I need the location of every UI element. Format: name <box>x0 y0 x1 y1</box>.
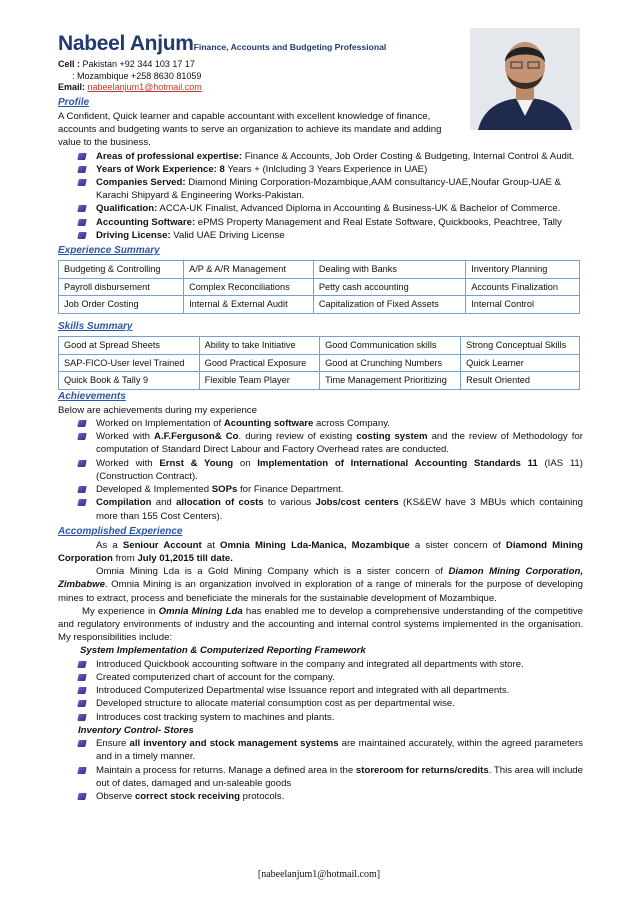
table-cell: Good Practical Exposure <box>199 354 319 372</box>
table-cell: Inventory Planning <box>466 260 580 278</box>
table-cell: Internal Control <box>466 296 580 314</box>
paragraph: My experience in Omnia Mining Lda has enabled me to develop a comprehensive understanding of the competitive and regulatory environments of industry and the accounting and internal control systems implemented in the organisation. My responsibilities include: <box>58 605 583 644</box>
table-row <box>59 336 580 354</box>
profile-list <box>58 150 583 243</box>
list-item: Compilation and allocation of costs to various Jobs/cost centers (KS&EW have 3 MBUs which containing more than 155 Cost Centers). <box>76 496 583 522</box>
table-cell: Good at Spread Sheets <box>59 336 200 354</box>
table-cell: Job Order Costing <box>59 296 184 314</box>
list-item: Areas of professional expertise: Finance & Accounts, Job Order Costing & Budgeting, Internal Control & Audit. <box>76 150 583 163</box>
table-cell: Complex Reconciliations <box>184 278 314 296</box>
list-item: Introduced Computerized Departmental wise Issuance report and integrated with all departments. <box>76 684 583 697</box>
table-cell: A/P & A/R Management <box>184 260 314 278</box>
list-item: Maintain a process for returns. Manage a defined area in the storeroom for returns/credits. This area will include out of dates, damaged and un-saleable goods <box>76 764 583 790</box>
table-cell: Flexible Team Player <box>199 372 319 390</box>
candidate-name: Nabeel Anjum <box>58 32 194 55</box>
list-item: Companies Served: Diamond Mining Corporation-Mozambique,AAM consultancy-UAE,Noufar Group-UAE & Karachi Shipyard & Engineering Works-Pakistan. <box>76 176 583 202</box>
list-item: Created computerized chart of account for the company. <box>76 671 583 684</box>
achievements-intro: Below are achievements during my experience <box>58 404 257 416</box>
list-item: Accounting Software: ePMS Property Management and Real Estate Software, Quickbooks, Peachtree, Tally <box>76 216 583 229</box>
table-cell: Budgeting & Controlling <box>59 260 184 278</box>
subheading: Inventory Control- Stores <box>78 724 194 736</box>
skills-table <box>58 336 580 390</box>
page-footer: [nabeelanjum1@hotmail.com] <box>257 869 381 880</box>
section-title-profile: Profile <box>58 97 90 109</box>
table-cell: Quick Learner <box>461 354 580 372</box>
table-cell: Payroll disbursement <box>59 278 184 296</box>
table-cell: Capitalization of Fixed Assets <box>313 296 465 314</box>
table-cell: Good at Crunching Numbers <box>320 354 461 372</box>
table-row <box>59 260 580 278</box>
cell-value: Pakistan +92 344 103 17 17 <box>82 58 195 69</box>
table-row <box>59 296 580 314</box>
table-cell: Internal & External Audit <box>184 296 314 314</box>
experience-table <box>58 260 580 314</box>
table-cell: Quick Book & Tally 9 <box>59 372 200 390</box>
section-title-experience: Experience Summary <box>58 245 160 257</box>
header <box>58 30 583 94</box>
table-cell: Accounts Finalization <box>466 278 580 296</box>
table-cell: Time Management Prioritizing <box>320 372 461 390</box>
list-item: Developed structure to allocate material consumption cost as per departmental wise. <box>76 697 583 710</box>
section-title-skills: Skills Summary <box>58 321 133 333</box>
subheading: System Implementation & Computerized Reporting Framework <box>80 645 366 657</box>
contact-block <box>58 59 583 94</box>
tagline: Finance, Accounts and Budgeting Professional <box>193 42 387 52</box>
resume <box>58 30 583 803</box>
table-cell: Strong Conceptual Skills <box>461 336 580 354</box>
table-row <box>59 354 580 372</box>
table-cell: Petty cash accounting <box>313 278 465 296</box>
list-item: Ensure all inventory and stock management systems are maintained accurately, within the agreed parameters and in a timely manner. <box>76 737 583 763</box>
list-item: Introduced Quickbook accounting software in the company and integrated all departments with store. <box>76 658 583 671</box>
list-item: Worked with Ernst & Young on Implementation of International Accounting Standards 11 (IAS 11) (Construction Contract). <box>76 457 583 483</box>
section-title-achievements: Achievements <box>58 390 126 402</box>
list-item: Worked with A.F.Ferguson& Co. during review of existing costing system and the review of Methodology for computation of Standard Direct Labour and Factory Overhead rates are conducted. <box>76 430 583 456</box>
table-cell: Ability to take Initiative <box>199 336 319 354</box>
list-item: Observe correct stock receiving protocols. <box>76 790 583 803</box>
list-item: Introduces cost tracking system to machines and plants. <box>76 711 583 724</box>
table-row <box>59 278 580 296</box>
list-item: Qualification: ACCA-UK Finalist, Advanced Diploma in Accounting & Business-UK & Bachelor of Commerce. <box>76 202 583 215</box>
table-cell: Good Communication skills <box>320 336 461 354</box>
profile-summary: A Confident, Quick learner and capable accountant with excellent knowledge of finance, accounts and budgeting wants to serve an organization to achieve its mandate and adding value to the business. <box>58 110 442 149</box>
email-link[interactable]: nabeelanjum1@hotmail.com <box>87 82 202 93</box>
paragraph: Omnia Mining Lda is a Gold Mining Company which is a sister concern of Diamon Mining Corporation, Zimbabwe. Omnia Mining is an organization involved in exploration of a range of minerals for the purpose of developing mines to extract, process and beneficiate the minerals for the sustainable development of Mozambique. <box>58 566 583 604</box>
section-title-accomplished: Accomplished Experience <box>58 525 183 537</box>
list-item: Years of Work Experience: 8 Years + (Inlcluding 3 Years Experience in UAE) <box>76 163 583 176</box>
inventory-list <box>58 737 583 803</box>
cell-label: Cell : <box>58 58 81 69</box>
list-item: Worked on Implementation of Acounting software across Company. <box>76 417 583 430</box>
cell-value-2: : Mozambique +258 8630 81059 <box>72 70 202 81</box>
list-item: Developed & Implemented SOPs for Finance Department. <box>76 483 583 496</box>
email-label: Email: <box>58 82 86 93</box>
achievements-list <box>58 417 583 523</box>
paragraph: As a Seniour Account at Omnia Mining Lda-Manica, Mozambique a sister concern of Diamond Mining Corporation from July 01,2015 till date. <box>58 539 583 564</box>
table-cell: Dealing with Banks <box>313 260 465 278</box>
list-item: Driving License: Valid UAE Driving License <box>76 229 583 242</box>
table-cell: SAP-FICO-User level Trained <box>59 354 200 372</box>
table-cell: Result Oriented <box>461 372 580 390</box>
table-row <box>59 372 580 390</box>
responsibilities-list <box>58 658 583 724</box>
